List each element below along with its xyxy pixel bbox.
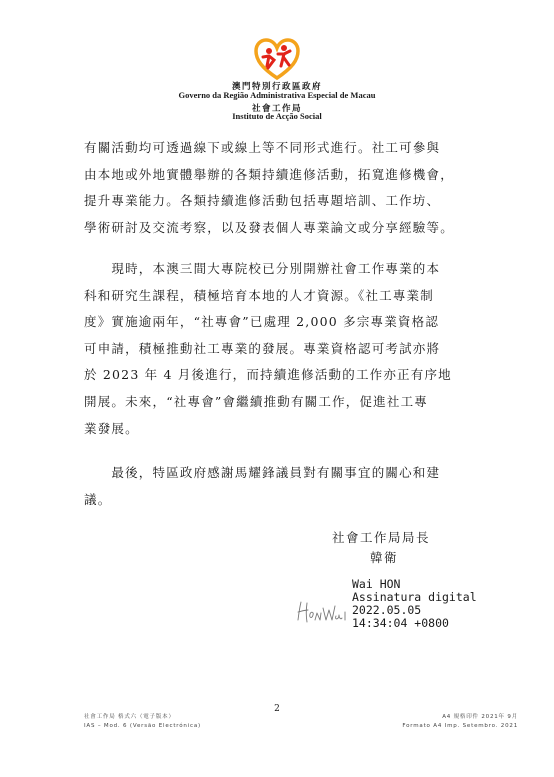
paragraph-1: [84, 135, 494, 241]
page-number: 2: [274, 704, 280, 714]
signatory-title: 社會工作局局長: [332, 530, 431, 545]
text-line: 可申請，積極推動社工專業的發展。專業資格認可考試亦將: [84, 340, 441, 356]
footer-form-pt: IAS – Mod. 6 (Versão Electrónica): [84, 723, 201, 729]
digital-signature-label: Assinatura digital: [352, 590, 477, 604]
digital-signature-block: [352, 578, 477, 630]
text-line: 有關活動均可透過線下或線上等不同形式進行。社工可參與: [84, 140, 441, 155]
text-line: 業發展。: [84, 420, 139, 436]
footer-right: [402, 713, 518, 731]
text-line: 提升專業能力。各類持續進修活動包括專題培訓、工作坊、: [84, 193, 441, 209]
footer-format-pt: Formato A4 Imp. Setembro. 2021: [402, 723, 518, 729]
header-dept-zh: 社會工作局: [251, 103, 302, 113]
paragraph-3: [84, 460, 494, 513]
digital-signature-time: 14:34:04 +0800: [352, 616, 449, 630]
text-line: 議。: [84, 491, 112, 507]
paragraph-2: [84, 256, 494, 442]
text-line: 開展。未來，“社專會”會繼續推動有關工作，促進社工專: [84, 393, 428, 409]
text-line: 最後，特區政府感謝馬耀鋒議員對有關事宜的關心和建: [84, 465, 441, 480]
footer-left: [84, 713, 201, 731]
digital-signature-date: 2022.05.05: [352, 603, 422, 617]
header-org-zh: 澳門特別行政區政府: [231, 81, 322, 91]
text-line: 由本地或外地實體舉辦的各類持續進修活動，拓寬進修機會，: [84, 166, 454, 182]
header-dept-pt: Instituto de Acção Social: [232, 111, 322, 121]
text-line: 學術研討及交流考察，以及發表個人專業論文或分享經驗等。: [84, 219, 454, 235]
text-line: 現時，本澳三間大專院校已分別開辦社會工作專業的本: [84, 261, 441, 276]
signatory-name: 韓衛: [370, 550, 399, 565]
text-line: 於 2023 年 4 月後進行，而持續進修活動的工作亦正有序地: [84, 367, 452, 383]
footer-format-zh: A4 規格印件 2021年 9月: [442, 714, 518, 720]
ias-logo-icon: [254, 38, 300, 80]
text-line: 度》實施逾兩年，“社專會”已處理 2,000 多宗專業資格認: [84, 314, 440, 330]
handwritten-signature: [294, 598, 354, 628]
footer-form-zh: 社會工作局 格式六（電子版本）: [84, 714, 175, 720]
header-org-pt: Governo da Região Administrativa Especial de Macau: [178, 90, 376, 100]
text-line: 科和研究生課程，積極培育本地的人才資源。《社工專業制: [84, 287, 434, 303]
digital-signature-name: Wai HON: [352, 577, 401, 591]
